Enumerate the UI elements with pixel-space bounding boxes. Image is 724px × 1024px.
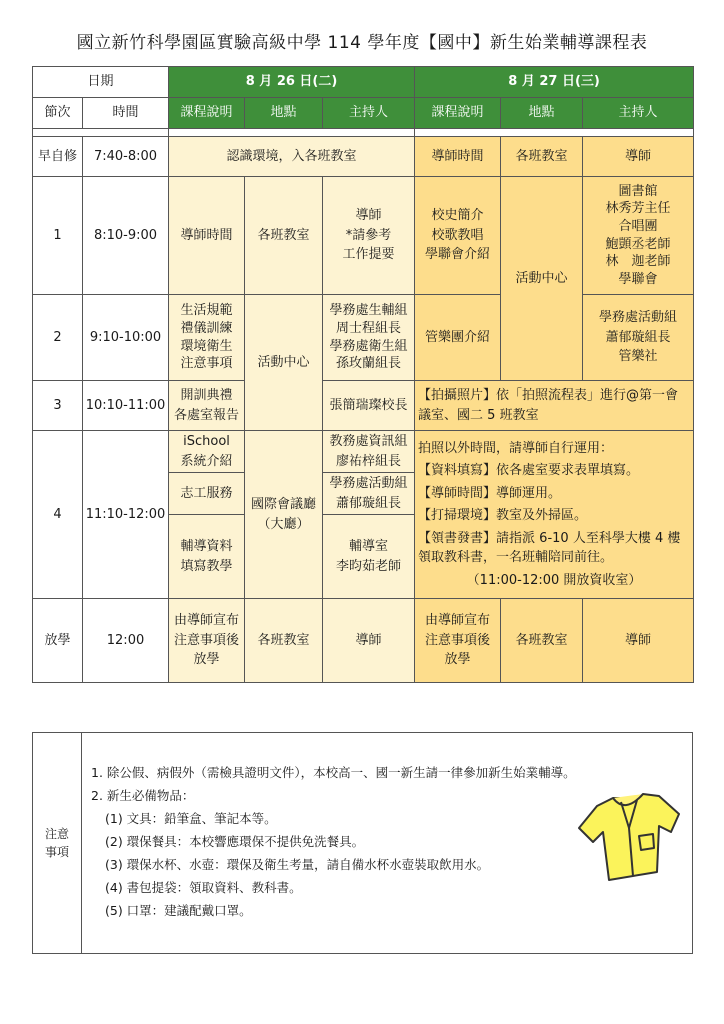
- day2-p1-place: 活動中心: [501, 177, 583, 381]
- day2-p1-course: [415, 177, 501, 295]
- day2-p2-course: 管樂團介紹: [415, 295, 501, 381]
- day1-p4-host-b: [323, 473, 415, 515]
- place-line: （大廳）: [257, 516, 310, 532]
- time-morning: 7:40-8:00: [83, 137, 169, 177]
- note-line: 拍照以外時間，請導師自行運用：: [418, 440, 614, 456]
- day2-course-header: 課程說明: [415, 98, 501, 129]
- day1-p1-course: 導師時間: [169, 177, 245, 295]
- day1-dismiss-host: 導師: [323, 599, 415, 683]
- host-line: 管樂社: [618, 349, 658, 365]
- day2-morning-course: 導師時間: [415, 137, 501, 177]
- course-line: 環境衛生: [180, 338, 233, 354]
- host-line: 學聯會: [618, 271, 658, 287]
- period-dismiss: 放學: [33, 599, 83, 683]
- day1-morning: 認識環境，入各班教室: [169, 137, 415, 177]
- day2-header: 8 月 27 日(三): [415, 67, 694, 98]
- day1-dismiss-place: 各班教室: [245, 599, 323, 683]
- day1-p4-host-c: [323, 515, 415, 599]
- day1-dismiss-course: [169, 599, 245, 683]
- host-line: 輔導室: [349, 539, 389, 554]
- host-line: 學務處衛生組: [329, 338, 408, 354]
- date-label: 日期: [33, 67, 169, 98]
- day2-p4-notes: [415, 431, 694, 599]
- course-line: 生活規範: [180, 303, 233, 319]
- course-line: 各處室報告: [174, 407, 240, 423]
- day2-morning-host: 導師: [583, 137, 694, 177]
- day2-p2-host: [583, 295, 694, 381]
- course-line: 系統介紹: [180, 453, 233, 469]
- period-4: 4: [33, 431, 83, 599]
- note-line: 【資料填寫】依各處室要求表單填寫。: [418, 463, 640, 479]
- day1-p4-place: [245, 431, 323, 599]
- place-line: 國際會議廳: [251, 497, 317, 512]
- host-line: 導師: [355, 208, 382, 224]
- period-morning: 早自修: [33, 137, 83, 177]
- time-dismiss: 12:00: [83, 599, 169, 683]
- course-line: 校歌教唱: [431, 227, 484, 243]
- day2-morning-place: 各班教室: [501, 137, 583, 177]
- host-line: 周士程組長: [336, 320, 402, 336]
- day1-p4-course-a: [169, 431, 245, 473]
- course-line: 注意事項後: [425, 632, 491, 648]
- course-line: 放學: [444, 652, 471, 668]
- note-line: （11:00-12:00 開放資收室）: [466, 572, 642, 588]
- day1-p2-course: [169, 295, 245, 381]
- host-line: 李昀茹老師: [336, 558, 402, 574]
- host-line: 教務處資訊組: [329, 434, 408, 449]
- course-line: 由導師宣布: [174, 613, 240, 629]
- period-3: 3: [33, 381, 83, 431]
- day2-place-header: 地點: [501, 98, 583, 129]
- note-sub-item: (5) 口罩：建議配戴口罩。: [105, 903, 252, 918]
- note-item-2: 2. 新生必備物品：: [91, 788, 195, 803]
- course-line: iSchool: [183, 434, 230, 449]
- page-title: 國立新竹科學園區實驗高級中學 114 學年度【國中】新生始業輔導課程表: [76, 33, 648, 53]
- day2-p3-photo: 【拍攝照片】依「拍照流程表」進行@第一會議室、國二 5 班教室: [415, 381, 694, 431]
- host-line: 林秀芳主任: [605, 201, 671, 217]
- host-line: 圖書館: [618, 183, 658, 199]
- course-line: 注意事項: [180, 356, 233, 372]
- host-line: 蕭郁璇組長: [605, 329, 671, 345]
- host-line: 廖祐梓組長: [336, 453, 402, 469]
- course-line: 注意事項後: [174, 632, 240, 648]
- day2-host-header: 主持人: [583, 98, 694, 129]
- course-line: 放學: [193, 652, 220, 668]
- day1-p2-host: [323, 295, 415, 381]
- time-2: 9:10-10:00: [83, 295, 169, 381]
- host-line: 工作提要: [342, 247, 395, 263]
- course-line: 開訓典禮: [180, 388, 233, 403]
- note-sub-item: (3) 環保水杯、水壺：環保及衛生考量，請自備水杯水壺裝取飲用水。: [105, 857, 490, 872]
- time-1: 8:10-9:00: [83, 177, 169, 295]
- host-line: 蕭郁璇組長: [336, 495, 402, 511]
- course-line: 輔導資料: [180, 539, 233, 554]
- host-line: 學務處活動組: [329, 476, 408, 491]
- host-line: 林 迦老師: [605, 254, 671, 270]
- period-2: 2: [33, 295, 83, 381]
- time-4: 11:10-12:00: [83, 431, 169, 599]
- day1-p4-host-a: [323, 431, 415, 473]
- day1-p4-course-c: [169, 515, 245, 599]
- note-sub-item: (4) 書包提袋：領取資料、教科書。: [105, 880, 302, 895]
- day2-dismiss-host: 導師: [583, 599, 694, 683]
- note-line: 【導師時間】導師運用。: [418, 485, 562, 501]
- day1-p3-course: [169, 381, 245, 431]
- day1-p4-course-b: 志工服務: [169, 473, 245, 515]
- day1-p1-host: [323, 177, 415, 295]
- day2-p1-host: [583, 177, 694, 295]
- day1-header: 8 月 26 日(二): [169, 67, 415, 98]
- notes-label-line: 注意: [44, 827, 69, 841]
- shirt-icon: [575, 788, 683, 888]
- notes-body: [91, 761, 576, 922]
- period-1: 1: [33, 177, 83, 295]
- schedule-table: [32, 66, 694, 683]
- time-3: 10:10-11:00: [83, 381, 169, 431]
- day1-p1-place: 各班教室: [245, 177, 323, 295]
- time-label: 時間: [83, 98, 169, 129]
- course-line: 填寫教學: [180, 558, 233, 574]
- host-line: *請參考: [345, 227, 392, 243]
- note-item-1: 1. 除公假、病假外（需檢具證明文件），本校高一、國一新生請一律參加新生始業輔導。: [91, 765, 576, 780]
- notes-label-line: 事項: [44, 845, 69, 859]
- host-line: 合唱團: [618, 218, 658, 234]
- course-line: 禮儀訓練: [180, 320, 233, 336]
- day1-place-header: 地點: [245, 98, 323, 129]
- note-sub-item: (2) 環保餐具：本校響應環保不提供免洗餐具。: [105, 834, 365, 849]
- day1-p3-host: 張簡瑞璨校長: [323, 381, 415, 431]
- day1-p2-place: 活動中心: [245, 295, 323, 431]
- note-line: 【領書發書】請指派 6-10 人至科學大樓 4 樓領取教科書，一名班輔陪同前往。: [418, 530, 681, 566]
- course-line: 由導師宣布: [425, 613, 491, 629]
- day1-course-header: 課程說明: [169, 98, 245, 129]
- day1-host-header: 主持人: [323, 98, 415, 129]
- note-line: 【打掃環境】教室及外掃區。: [418, 508, 588, 524]
- period-label: 節次: [33, 98, 83, 129]
- host-line: 鮑顗丞老師: [605, 236, 671, 252]
- day2-dismiss-place: 各班教室: [501, 599, 583, 683]
- host-line: 孫玫蘭組長: [336, 356, 402, 372]
- notes-label: [33, 733, 82, 953]
- course-line: 校史簡介: [431, 208, 484, 224]
- host-line: 學務處活動組: [599, 310, 678, 326]
- course-line: 學聯會介紹: [425, 247, 491, 263]
- note-sub-item: (1) 文具：鉛筆盒、筆記本等。: [105, 811, 277, 826]
- day2-dismiss-course: [415, 599, 501, 683]
- host-line: 學務處生輔組: [329, 303, 408, 319]
